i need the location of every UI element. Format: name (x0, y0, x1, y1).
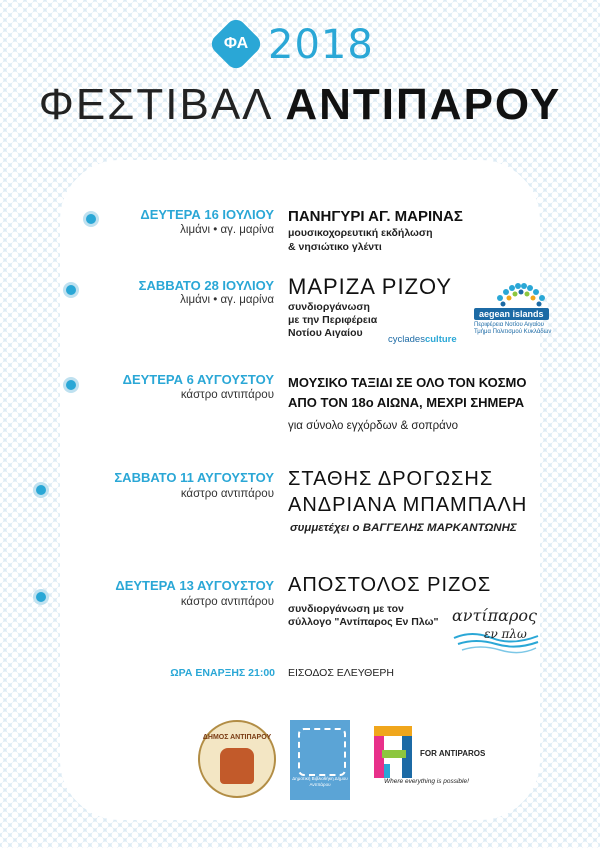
title-part-1: ΦΕΣΤΙΒΑΛ (38, 80, 272, 129)
event-title-1: ΜΟΥΣΙΚΟ ΤΑΞΙΔΙ ΣΕ ΟΛΟ ΤΟΝ ΚΟΣΜΟ (288, 375, 527, 390)
dimos-antiparou-text: ΔΗΜΟΣ ΑΝΤΙΠΑΡΟΥ (202, 734, 272, 741)
event-desc-1: συνδιοργάνωση με τον (288, 603, 404, 615)
free-entry: ΕΙΣΟΔΟΣ ΕΛΕΥΘΕΡΗ (288, 667, 394, 679)
event-desc-2: & νησιώτικο γλέντι (288, 241, 382, 253)
event-desc-2: σύλλογο "Αντίπαρος Εν Πλω" (288, 616, 439, 628)
event-note: συμμετέχει ο ΒΑΓΓΕΛΗΣ ΜΑΡΚΑΝΤΩΝΗΣ (290, 522, 517, 534)
aegean-islands-label: aegean islands (474, 308, 549, 320)
event-desc-1: συνδιοργάνωση (288, 301, 370, 313)
event-date: ΔΕΥΤΕΡΑ 16 ΙΟΥΛΙΟΥ (140, 207, 274, 222)
event-title: ΑΠΟΣΤΟΛΟΣ ΡΙΖΟΣ (288, 574, 492, 596)
event-date: ΣΑΒΒΑΤΟ 11 ΑΥΓΟΥΣΤΟΥ (114, 470, 274, 485)
event-title-2: ΑΝΔΡΙΑΝΑ ΜΠΑΜΠΑΛΗ (288, 494, 528, 516)
event-date: ΔΕΥΤΕΡΑ 6 ΑΥΓΟΥΣΤΟΥ (122, 372, 274, 387)
for-antiparos-logo (370, 724, 416, 784)
for-antiparos-text: FOR ANTIPAROS (420, 749, 486, 758)
seal-figure-icon (220, 748, 254, 784)
festival-year: 2018 (268, 22, 374, 68)
cyclades-text: cyclades (388, 334, 425, 345)
event-place: λιμάνι • αγ. μαρίνα (180, 224, 274, 236)
aegean-sub-2: Τμήμα Πολιτισμού Κυκλάδων (474, 329, 552, 335)
event-title: ΠΑΝΗΓΥΡΙ ΑΓ. ΜΑΡΙΝΑΣ (288, 208, 463, 225)
event-date: ΔΕΥΤΕΡΑ 13 ΑΥΓΟΥΣΤΟΥ (115, 578, 274, 593)
title-part-2: ΑΝΤΙΠΑΡΟΥ (285, 80, 562, 129)
event-desc-1: μουσικοχορευτική εκδήλωση (288, 227, 433, 239)
cyclades-culture-logo (388, 334, 457, 345)
event-note: για σύνολο εγχόρδων & σοπράνο (288, 420, 458, 432)
event-date: ΣΑΒΒΑΤΟ 28 ΙΟΥΛΙΟΥ (138, 278, 274, 293)
culture-text: culture (424, 334, 457, 345)
event-desc-2: με την Περιφέρεια (288, 314, 378, 326)
library-emblem-icon (298, 728, 346, 776)
library-text: Δημοτική Βιβλιοθήκη Δήμου Αντιπάρου (292, 776, 348, 787)
timeline-dot (36, 592, 46, 602)
event-title: ΜΑΡΙΖΑ ΡΙΖΟΥ (288, 274, 453, 299)
poster-header (0, 0, 600, 150)
event-place: κάστρο αντιπάρου (180, 488, 274, 500)
en-plo-logo-sub: εν πλω (484, 627, 527, 641)
event-title-1: ΣΤΑΘΗΣ ΔΡΟΓΩΣΗΣ (288, 468, 494, 490)
timeline-dot (36, 485, 46, 495)
event-place: κάστρο αντιπάρου (180, 596, 274, 608)
start-time: ΩΡΑ ΕΝΑΡΞΗΣ 21:00 (170, 667, 275, 679)
event-place: κάστρο αντιπάρου (180, 389, 274, 401)
festival-title (0, 80, 600, 130)
festival-logo-text: ΦΑ (223, 35, 249, 52)
aegean-sub-1: Περιφέρεια Νοτίου Αιγαίου (474, 322, 544, 328)
event-desc-3: Νοτίου Αιγαίου (288, 327, 363, 339)
en-plo-logo-main: αντίπαρος (452, 606, 537, 625)
aegean-sub (474, 322, 574, 336)
event-title-2: ΑΠΟ ΤΟΝ 18ο ΑΙΩΝΑ, ΜΕΧΡΙ ΣΗΜΕΡΑ (288, 395, 525, 410)
event-place: λιμάνι • αγ. μαρίνα (180, 294, 274, 306)
for-antiparos-tagline: Where everything is possible! (384, 778, 469, 785)
